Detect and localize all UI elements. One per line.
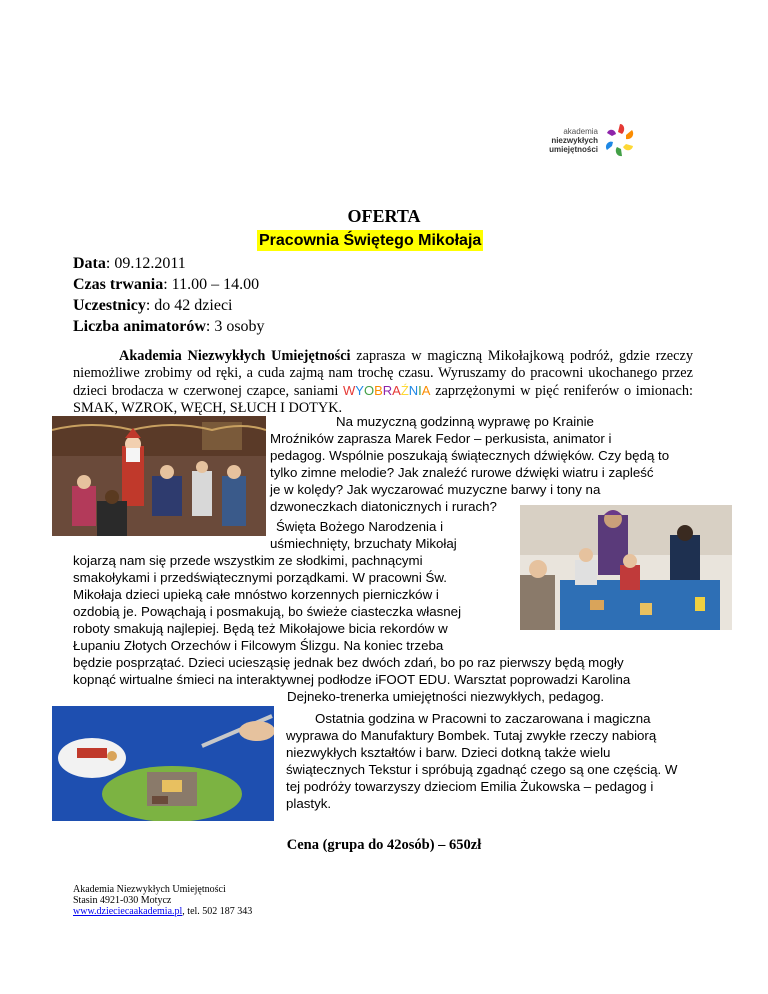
para3-line: kopnąć wirtualne śmieci na interaktywnej podłodze iFOOT EDU. Warsztat poprowadzi Karolina [73, 672, 631, 687]
para3-line: smakołykami i przedświątecznymi porządkami. W pracowni Św. [73, 570, 447, 585]
detail-animators [73, 316, 265, 337]
para3-line: Mikołaja dzieci upieką całe mnóstwo korzennych pierniczków i [73, 587, 439, 602]
detail-value: : 11.00 – 14.00 [163, 276, 260, 293]
page-title: OFERTA [347, 206, 421, 226]
para3-line: Łupaniu Złotych Orzechów i Filcowym Ślizgu. Na koniec trzeba [73, 638, 444, 653]
wyobraznia-letter: Y [355, 383, 364, 398]
details [73, 253, 265, 337]
footer-phone: , tel. 502 187 343 [182, 906, 253, 917]
para3-line: ozdobią je. Powąchają i posmakują, bo świeże ciasteczka własnej [73, 604, 462, 619]
para2-line: je w kolędy? Jak wyczarować muzyczne barwy i tony na [270, 482, 601, 497]
para2-line: dzwoneczkach diatonicznych i rurach? [270, 499, 497, 514]
photo-santa-with-children [52, 416, 266, 536]
org-name: Akademia Niezwykłych Umiejętności [119, 348, 351, 364]
photo-decorating-ornaments [52, 706, 274, 821]
wyobraznia-letter: B [374, 383, 383, 398]
wyobraznia-letter: A [421, 383, 431, 398]
detail-label: Czas trwania [73, 276, 164, 293]
wyobraznia-letter: W [343, 383, 356, 398]
detail-duration [73, 274, 265, 295]
logo-line: niezwykłych [551, 136, 598, 145]
detail-label: Liczba animatorów [73, 318, 206, 335]
intro-text: zaprasza w magiczną Mikołajkową podróż, gdzie rzeczy niemożliwe zrobimy od ręki, a cuda zajmą nam trochę czasu. Wyruszamy do pracowni ukochanego przez dzieci brodacza w czerwonej czapce, saniami [73, 348, 693, 399]
page-subtitle: Pracownia Świętego Mikołaja [259, 232, 482, 249]
para3-line: roboty smakują najlepiej. Będą też Mikołajowe bicia rekordów w [73, 621, 448, 636]
wyobraznia-letter: N [408, 383, 419, 398]
logo [540, 118, 640, 164]
detail-value: : 09.12.2011 [105, 255, 186, 272]
para2-line: pedagog. Wspólnie poszukają świątecznych dźwięków. Czy będą to [270, 448, 670, 463]
website-link[interactable]: www.dzieciecaakademia.pl [73, 906, 183, 917]
para3-line: Święta Bożego Narodzenia i [276, 519, 444, 534]
para4-line: Ostatnia godzina w Pracowni to zaczarowana i magiczna [315, 711, 651, 726]
para3-line: uśmiechnięty, brzuchaty Mikołaj [270, 536, 457, 551]
wyobraznia-letter: Ź [400, 383, 409, 398]
para3-line: będzie posprzątać. Dzieci uciesząsię jednak bez dwóch zdań, bo po raz pierwszy będą mogły [73, 655, 624, 670]
detail-value: : do 42 dzieci [145, 297, 233, 314]
price: Cena (grupa do 42osób) – 650zł [286, 837, 482, 853]
logo-line: umiejętności [549, 145, 598, 154]
detail-value: : 3 osoby [205, 318, 265, 335]
logo-line: akademia [563, 127, 598, 136]
para3-line: kojarzą nam się przede wszystkim ze słodkimi, pachnącymi [73, 553, 423, 568]
intro-text-end: zaprzężonymi w pięć reniferów o imionach: SMAK, WZROK, WĘCH, SŁUCH I DOTYK. [73, 383, 693, 416]
wyobraznia-letter: R [382, 383, 393, 398]
wyobraznia-word [343, 383, 430, 399]
para4-line: świątecznych Tekstur i spróbują zgadnąć czego są one częścią. W [286, 762, 678, 777]
para2-line: Na muzyczną godzinną wyprawę po Krainie [336, 414, 594, 429]
intro-paragraph [73, 348, 693, 417]
wyobraznia-letter: I [418, 383, 422, 398]
detail-date [73, 253, 265, 274]
para4-line: tej podróży towarzyszy dzieciom Emilia Żukowska – pedagog i [286, 779, 654, 794]
para2-line: tylko zimne melodie? Jak znaleźć rurowe dźwięki wiatru i zapleść [270, 465, 654, 480]
detail-label: Uczestnicy [73, 297, 146, 314]
photo-workshop-children [520, 505, 732, 630]
pinwheel-logo-icon [602, 120, 638, 160]
para4-line: wyprawa do Manufaktury Bombek. Tutaj zwykłe rzeczy nabiorą [286, 728, 657, 743]
logo-text [540, 127, 598, 154]
detail-label: Data [73, 255, 106, 272]
para4-line: niezwykłych kształtów i barw. Dzieci dotkną także wielu [286, 745, 611, 760]
footer-contact [73, 906, 252, 917]
para4-line: plastyk. [286, 796, 332, 811]
wyobraznia-letter: A [392, 383, 401, 398]
footer-org: Akademia Niezwykłych Umiejętności [73, 884, 226, 895]
footer [73, 884, 252, 917]
para3-line: Dejneko-trenerka umiejętności niezwykłych, pedagog. [287, 689, 605, 704]
detail-participants [73, 295, 265, 316]
para2-line: Mroźników zaprasza Marek Fedor – perkusista, animator i [270, 431, 612, 446]
footer-address: Stasin 4921-030 Motycz [73, 895, 172, 906]
wyobraznia-letter: O [363, 383, 375, 398]
